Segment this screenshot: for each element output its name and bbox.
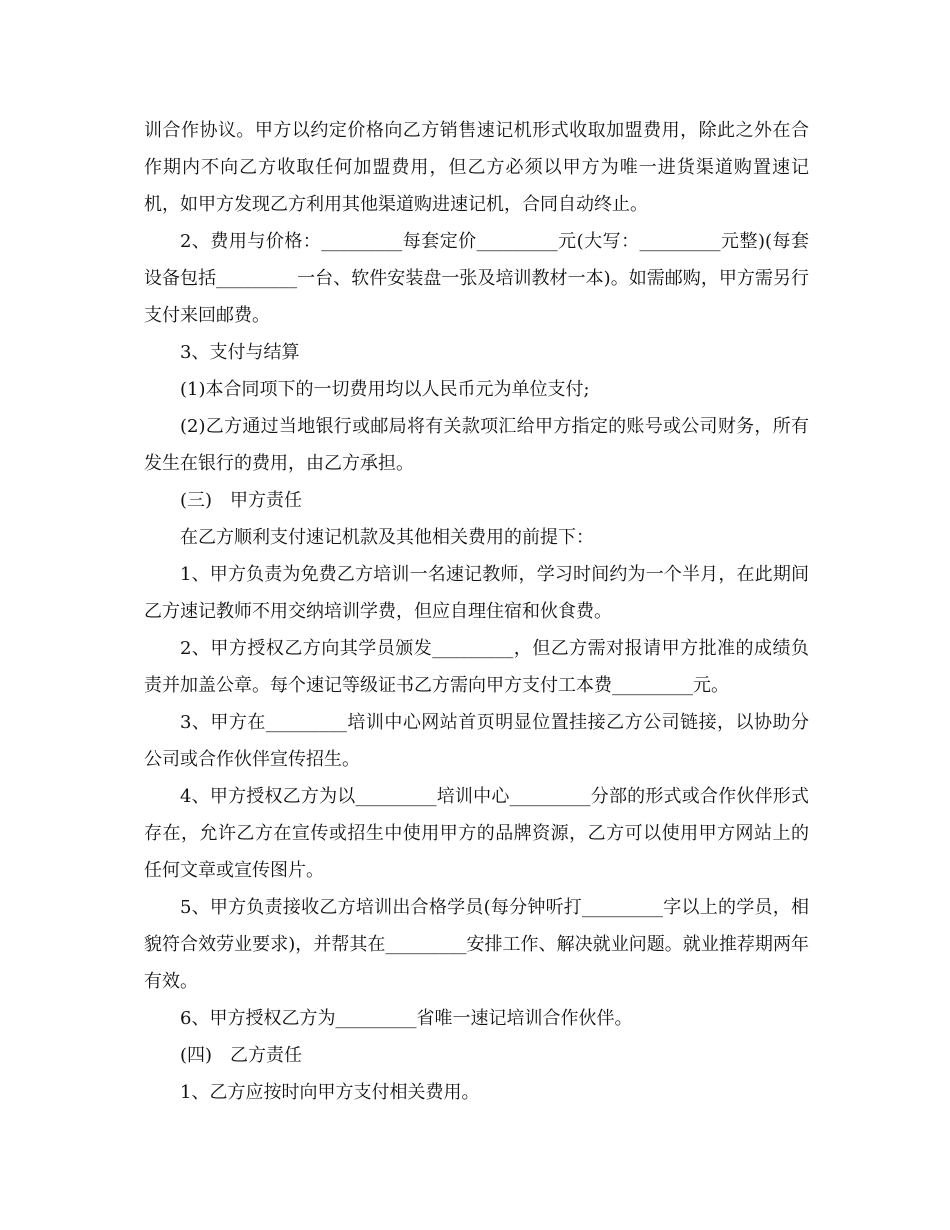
paragraph: 1、甲方负责为免费乙方培训一名速记教师，学习时间约为一个半月，在此期间乙方速记教师不用交纳培训学费，但应自理住宿和伙食费。 — [144, 564, 809, 622]
paragraph: 4、甲方授权乙方为以_________培训中心_________分部的形式或合作伙伴形式存在，允许乙方在宣传或招生中使用甲方的品牌资源，乙方可以使用甲方网站上的任何文章或宣传图片。 — [144, 786, 809, 881]
paragraph: 2、费用与价格：_________每套定价_________元(大写：_________元整)(每套设备包括_________一台、软件安装盘一张及培训教材一本)。如需邮购，甲方需另行支付来回邮费。 — [144, 231, 809, 326]
paragraph: 5、甲方负责接收乙方培训出合格学员(每分钟听打_________字以上的学员，相貌符合效劳业要求)，并帮其在_________安排工作、解决就业问题。就业推荐期两年有效。 — [144, 897, 809, 992]
paragraph: (1)本合同项下的一切费用均以人民币元为单位支付; — [180, 379, 590, 400]
section-heading: (四) 乙方责任 — [180, 1045, 303, 1066]
section-heading: (三) 甲方责任 — [180, 490, 303, 511]
paragraph: 训合作协议。甲方以约定价格向乙方销售速记机形式收取加盟费用，除此之外在合作期内不向乙方收取任何加盟费用，但乙方必须以甲方为唯一进货渠道购置速记机，如甲方发现乙方利用其他渠道购进速记机，合同自动终止。 — [144, 120, 809, 215]
paragraph: (2)乙方通过当地银行或邮局将有关款项汇给甲方指定的账号或公司财务，所有发生在银行的费用，由乙方承担。 — [144, 416, 809, 474]
paragraph: 在乙方顺利支付速记机款及其他相关费用的前提下： — [180, 527, 594, 548]
document-body — [144, 112, 809, 1111]
paragraph: 6、甲方授权乙方为_________省唯一速记培训合作伙伴。 — [180, 1008, 633, 1029]
paragraph: 3、支付与结算 — [180, 342, 300, 363]
paragraph: 3、甲方在_________培训中心网站首页明显位置挂接乙方公司链接，以协助分公司或合作伙伴宣传招生。 — [144, 712, 809, 770]
paragraph: 2、甲方授权乙方向其学员颁发_________，但乙方需对报请甲方批准的成绩负责并加盖公章。每个速记等级证书乙方需向甲方支付工本费_________元。 — [144, 638, 809, 696]
paragraph: 1、乙方应按时向甲方支付相关费用。 — [180, 1082, 480, 1103]
